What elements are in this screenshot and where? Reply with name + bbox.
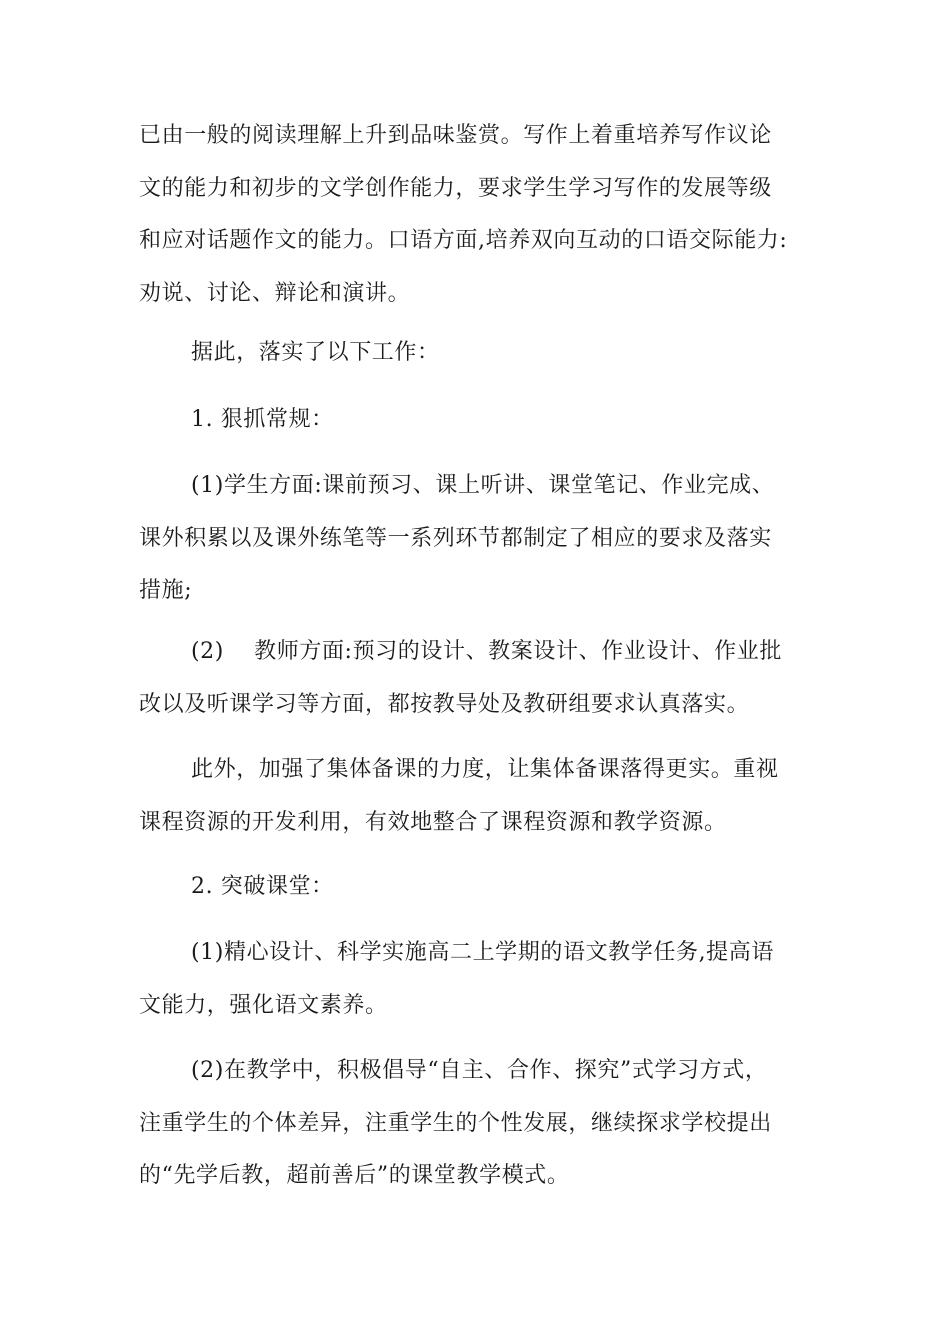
text-line: (1)学生方面:课前预习、课上听讲、课堂笔记、作业完成、	[191, 473, 775, 498]
text-line: 已由一般的阅读理解上升到品味鉴赏。写作上着重培养写作议论	[139, 123, 772, 148]
text-line: 据此，落实了以下工作：	[191, 340, 440, 365]
text-line: 的“先学后教，超前善后”的课堂教学模式。	[139, 1163, 570, 1188]
text-line: 文的能力和初步的文学创作能力，要求学生学习写作的发展等级	[139, 175, 772, 201]
heading-routine	[139, 394, 829, 447]
text-line: (1)精心设计、科学实施高二上学期的语文教学任务,提高语	[191, 940, 774, 965]
paragraph-collective-prep	[139, 744, 829, 849]
text-line: 措施;	[139, 578, 193, 603]
paragraph-teaching-tasks	[139, 927, 829, 1032]
text-line: 和应对话题作文的能力。口语方面,培养双向互动的口语交际能力:	[139, 228, 788, 253]
text-line: 2. 突破课堂：	[191, 874, 334, 899]
text-line: 课外积累以及课外练笔等一系列环节都制定了相应的要求及落实	[139, 525, 772, 551]
text-line: 劝说、讨论、辩论和演讲。	[139, 280, 411, 306]
text-line: 改以及听课学习等方面，都按教导处及教研组要求认真落实。	[139, 691, 750, 717]
text-line: 此外，加强了集体备课的力度，让集体备课落得更实。重视	[191, 757, 779, 782]
text-line: (2) 教师方面:预习的设计、教案设计、作业设计、作业批	[191, 639, 782, 664]
paragraph-teacher-aspect	[139, 626, 829, 731]
text-line: 注重学生的个体差异，注重学生的个性发展，继续探求学校提出	[139, 1110, 772, 1136]
heading-classroom	[139, 861, 829, 914]
text-line: (2)在教学中，积极倡导“自主、合作、探究”式学习方式，	[191, 1058, 768, 1083]
text-line: 文能力，强化语文素养。	[139, 992, 388, 1018]
paragraph-learning-mode	[139, 1045, 829, 1203]
text-line: 1. 狠抓常规：	[191, 407, 334, 432]
paragraph-intro-work	[139, 327, 829, 380]
paragraph-student-aspect	[139, 460, 829, 618]
text-line: 课程资源的开发利用，有效地整合了课程资源和教学资源。	[139, 809, 727, 835]
paragraph-reading-writing-goals	[139, 110, 829, 320]
